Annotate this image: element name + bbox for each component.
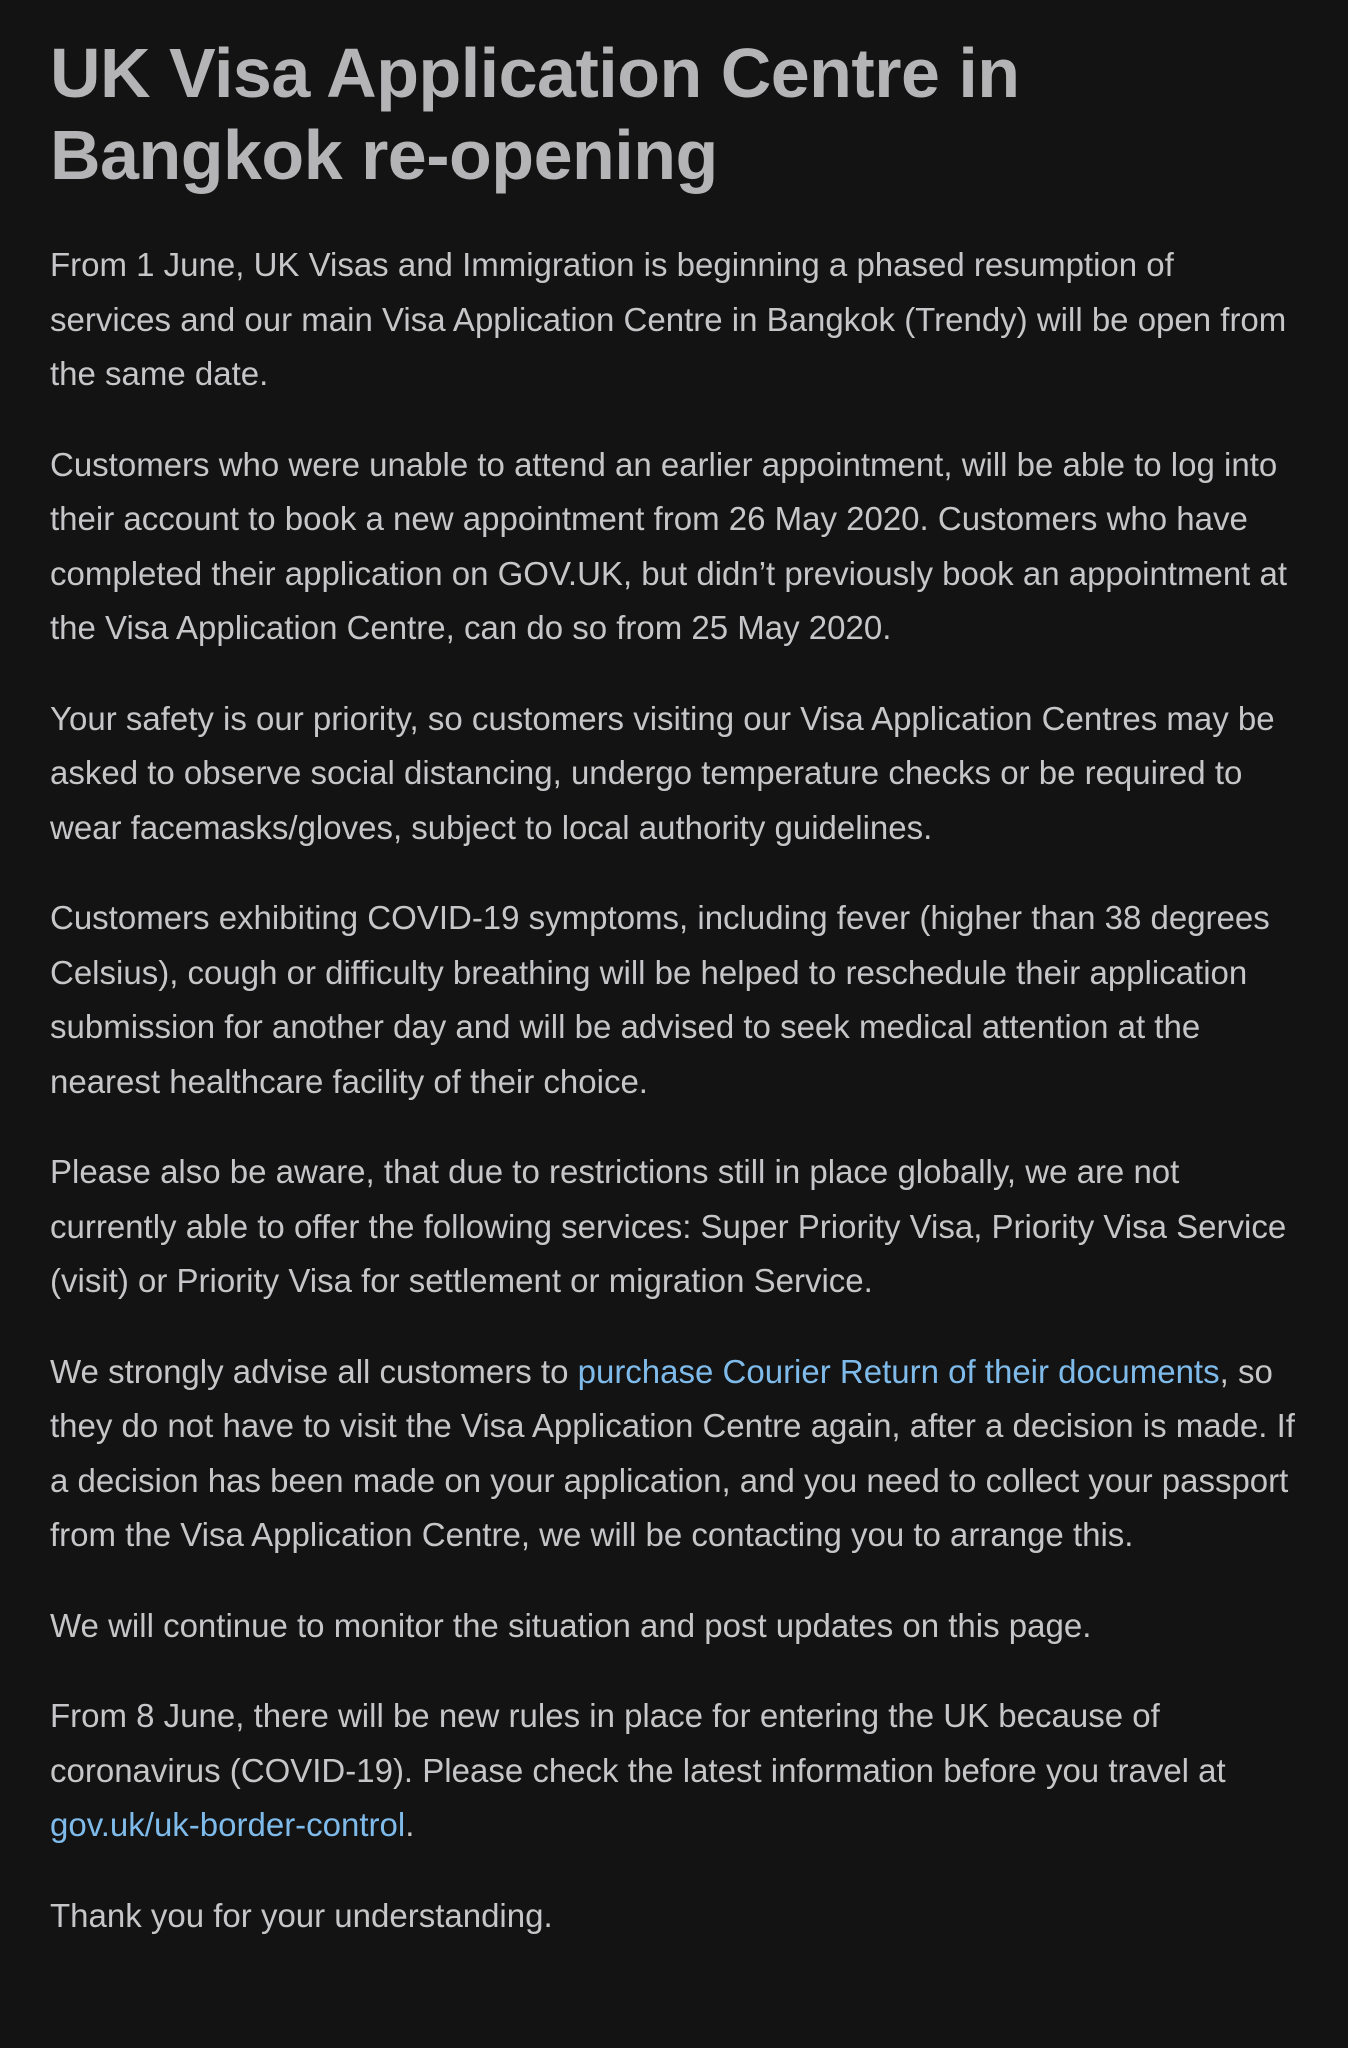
border-text-before: From 8 June, there will be new rules in place for entering the UK because of coronavirus (COVID-19). Please check the latest information before you travel at [50, 1697, 1226, 1789]
paragraph-courier-return [50, 1345, 1298, 1563]
border-control-link[interactable]: gov.uk/uk-border-control [50, 1806, 406, 1843]
paragraph-resumption: From 1 June, UK Visas and Immigration is beginning a phased resumption of services and our main Visa Application Centre in Bangkok (Trendy) will be open from the same date. [50, 246, 1287, 392]
paragraph-monitor-updates: We will continue to monitor the situation and post updates on this page. [50, 1606, 1092, 1644]
border-text-after: . [405, 1806, 415, 1843]
page-title: UK Visa Application Centre in Bangkok re-opening [50, 34, 1020, 194]
paragraph-safety: Your safety is our priority, so customers visiting our Visa Application Centres may be asked to observe social distancing, undergo temperature checks or be required to wear facemasks/gloves, subject to local authority guidelines. [50, 699, 1275, 846]
paragraph-appointments: Customers who were unable to attend an earlier appointment, will be able to log into their account to book a new appointment from 26 May 2020. Customers who have completed their application on GOV.UK, but didn’t previously book an appointment at the Visa Application Centre, can do so from 25 May 2020. [50, 445, 1288, 646]
paragraph-thank-you: Thank you for your understanding. [50, 1896, 553, 1934]
courier-text-after: , so they do not have to visit the Visa Application Centre again, after a decision is made. If a decision has been made on your application, and you need to collect your passport from the Visa Application Centre, we will be contacting you to arrange this. [50, 1352, 1295, 1553]
courier-text-before: We strongly advise all customers to [50, 1352, 578, 1390]
paragraph-border-rules [50, 1689, 1298, 1853]
paragraph-covid-symptoms: Customers exhibiting COVID-19 symptoms, including fever (higher than 38 degrees Celsius), cough or difficulty breathing will be helped to reschedule their application submission for another day and will be advised to seek medical attention at the nearest healthcare facility of their choice. [50, 899, 1270, 1100]
courier-return-link[interactable]: purchase Courier Return of their documents [577, 1352, 1220, 1390]
paragraph-unavailable-services: Please also be aware, that due to restrictions still in place globally, we are not currently able to offer the following services: Super Priority Visa, Priority Visa Service (visit) or Priority Visa for settlement or migration Service. [50, 1153, 1287, 1299]
